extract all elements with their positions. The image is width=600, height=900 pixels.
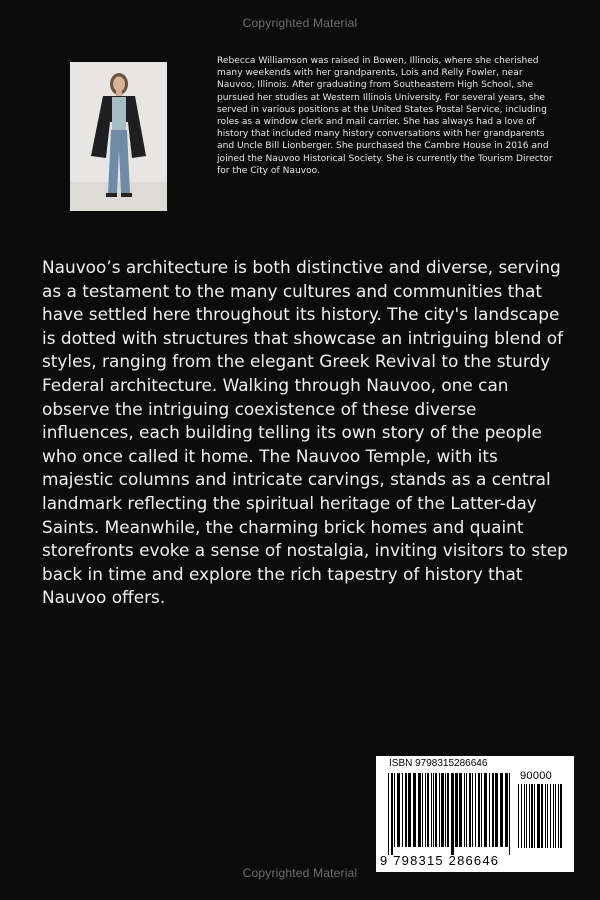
price-code: 90000 <box>520 770 553 782</box>
isbn-digits: 9 798315 286646 <box>380 853 500 868</box>
author-photo-illustration <box>70 62 167 211</box>
barcode-bars <box>388 773 512 855</box>
isbn-label: ISBN 9798315286646 <box>389 758 488 769</box>
copyright-watermark-top: Copyrighted Material <box>242 16 358 30</box>
copyright-watermark-bottom: Copyrighted Material <box>242 866 358 880</box>
author-photo <box>70 62 167 211</box>
author-bio: Rebecca Williamson was raised in Bowen, Illinois, where she cherished many weekends with her grandparents, Lois and Relly Fowler, near Nauvoo, Illinois. After graduating from Southeastern High School, she pursued her studies at Western Illinois University. For several years, she served in various positions at the United States Postal Service, including roles as a window clerk and mail carrier. She has always had a love of history that included many history conversations with her grandparents and Uncle Bill Lionberger. She purchased the Cambre House in 2016 and joined the Nauvoo Historical Society. She is currently the Tourism Director for the City of Nauvoo. <box>217 56 553 176</box>
book-description: Nauvoo’s architecture is both distinctive and diverse, serving as a testament to the many cultures and communities that have settled here throughout its history. The city's landscape is dotted with structures that showcase an intriguing blend of styles, ranging from the elegant Greek Revival to the sturdy Federal architecture. Walking through Nauvoo, one can observe the intriguing coexistence of these diverse influences, each building telling its own story of the people who once called it home. The Nauvoo Temple, with its majestic columns and intricate carvings, stands as a central landmark reflecting the spiritual heritage of the Latter-day Saints. Meanwhile, the charming brick homes and quaint storefronts evoke a sense of nostalgia, inviting visitors to step back in time and explore the rich tapestry of history that Nauvoo offers. <box>42 257 568 608</box>
barcode-addon-bars <box>518 784 564 856</box>
isbn-barcode <box>376 756 574 872</box>
